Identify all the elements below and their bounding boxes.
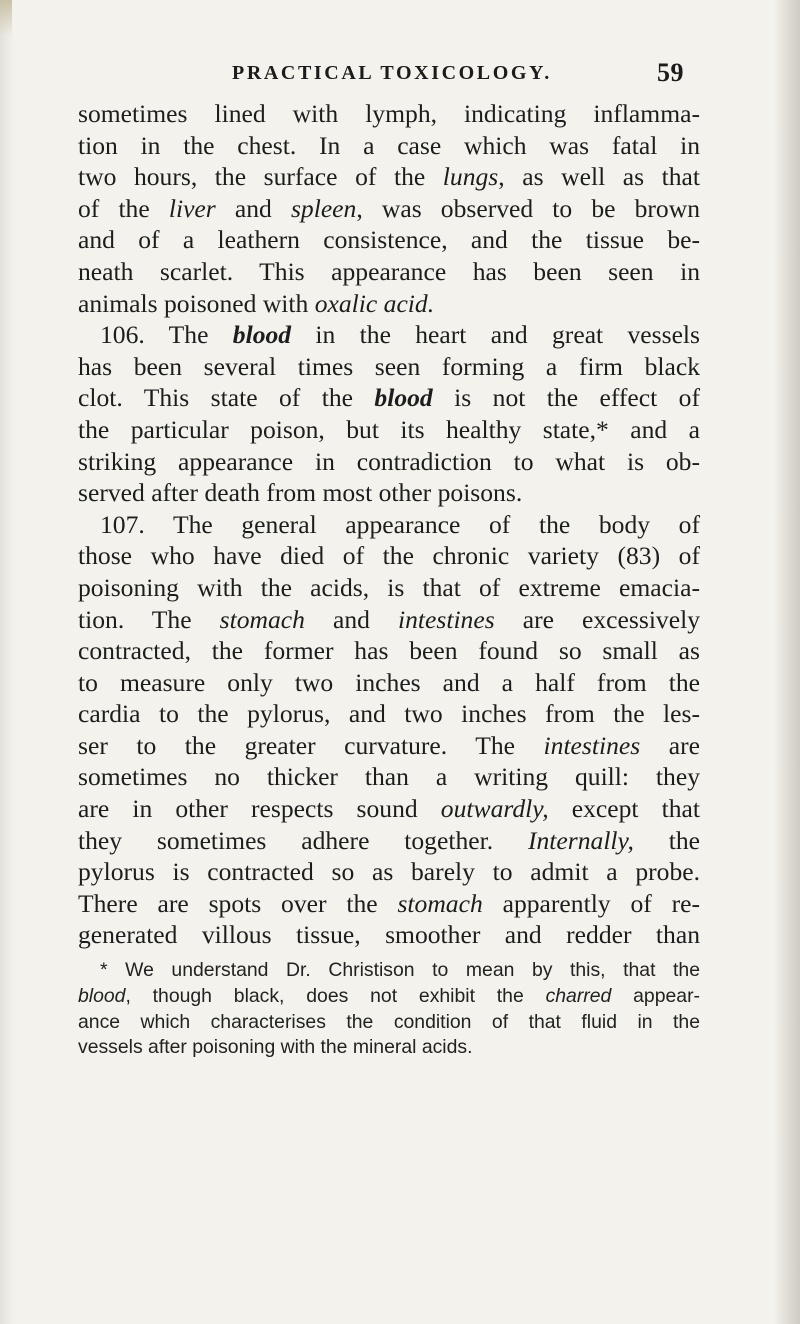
body-line: the particular poison, but its healthy state,* and a bbox=[78, 414, 700, 444]
page-gutter-shadow bbox=[774, 0, 800, 1324]
body-line: sometimes no thicker than a writing quill: they bbox=[78, 762, 700, 792]
footnote-line: * We understand Dr. Christison to mean by this, that the bbox=[100, 959, 700, 981]
body-line: striking appearance in contradiction to what is ob- bbox=[78, 446, 700, 476]
body-line: contracted, the former has been found so small as bbox=[78, 636, 700, 666]
paragraph-106-start: 106. The blood in the heart and great vessels bbox=[100, 320, 700, 350]
body-line: neath scarlet. This appearance has been seen in bbox=[78, 256, 700, 286]
body-line: clot. This state of the blood is not the effect of bbox=[78, 383, 700, 413]
body-line: generated villous tissue, smoother and redder than bbox=[78, 920, 700, 950]
body-line: are in other respects sound outwardly, except that bbox=[78, 794, 700, 824]
page-left-shadow bbox=[0, 0, 14, 1324]
footnote bbox=[78, 958, 700, 1061]
body-line: pylorus is contracted so as barely to admit a probe. bbox=[78, 857, 700, 887]
footnote-line: blood, though black, does not exhibit the charred appear- bbox=[78, 984, 700, 1007]
paragraph-107-start: 107. The general appearance of the body of bbox=[100, 509, 700, 539]
body-line: animals poisoned with oxalic acid. bbox=[78, 288, 435, 318]
body-line: of the liver and spleen, was observed to be brown bbox=[78, 193, 700, 223]
body-line: ser to the greater curvature. The intestines are bbox=[78, 730, 700, 760]
body-line: to measure only two inches and a half from the bbox=[78, 667, 700, 697]
body-line: cardia to the pylorus, and two inches from the les- bbox=[78, 699, 700, 729]
footnote-line: vessels after poisoning with the mineral acids. bbox=[78, 1036, 473, 1059]
body-line: and of a leathern consistence, and the tissue be- bbox=[78, 225, 700, 255]
footnote-line: ance which characterises the condition of that fluid in the bbox=[78, 1010, 700, 1033]
body-line: tion. The stomach and intestines are excessively bbox=[78, 604, 700, 634]
body-line: two hours, the surface of the lungs, as well as that bbox=[78, 162, 701, 192]
body-line: has been several times seen forming a firm black bbox=[78, 351, 700, 381]
page-header bbox=[232, 58, 684, 92]
body-line: those who have died of the chronic variety (83) of bbox=[78, 541, 700, 571]
body-line: tion in the chest. In a case which was fatal in bbox=[78, 130, 700, 160]
body-line: they sometimes adhere together. Internally, the bbox=[78, 825, 701, 855]
page-corner-stain bbox=[0, 0, 12, 36]
body-line: poisoning with the acids, is that of extreme emacia- bbox=[78, 572, 700, 602]
body-line: There are spots over the stomach apparently of re- bbox=[78, 888, 700, 918]
body-text bbox=[78, 98, 700, 951]
running-head: PRACTICAL TOXICOLOGY. bbox=[232, 62, 552, 84]
body-line: sometimes lined with lymph, indicating inflamma- bbox=[78, 99, 700, 128]
body-line: served after death from most other poisons. bbox=[78, 478, 523, 508]
page-number: 59 bbox=[657, 58, 684, 87]
